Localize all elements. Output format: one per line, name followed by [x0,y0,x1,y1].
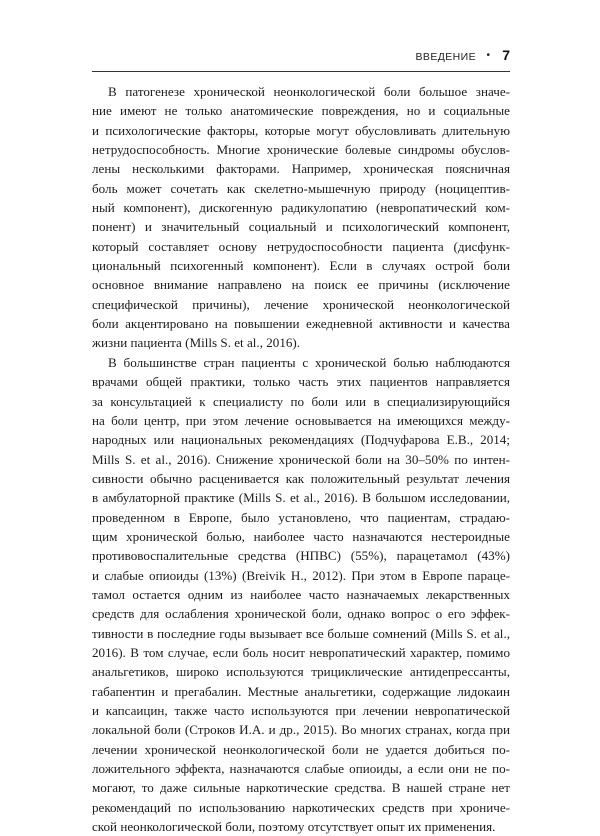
text-line: который составляет основу нетрудоспособности пациента (дисфунк- [92,238,510,254]
text-line: локальной боли (Строков И.А. и др., 2015). Во многих странах, когда при [92,722,510,738]
text-line: В большинстве стран пациенты с хронической болью наблюдаются [108,354,510,370]
header-rule [92,71,510,72]
text-line: ние имеют не только анатомические повреждения, но и социальные [92,103,510,119]
text-line: специфической причины), лечение хронической неонкологической [92,296,510,312]
text-line: Mills S. et al., 2016). Снижение хронической боли на 30–50% по интен- [92,451,510,467]
text-line: жизни пациента (Mills S. et al., 2016). [92,335,301,351]
paragraph-2 [92,353,510,836]
text-line: понент) и значительный социальный и психологический компонент, [92,219,510,235]
text-line: нетрудоспособность. Многие хронические болевые синдромы обуслов- [92,142,510,158]
text-line: тивности в последние годы вызывает все больше сомнений (Mills S. et al., [92,625,510,641]
text-line: в амбулаторной практике (Mills S. et al., 2016). В большом исследовании, [92,490,510,506]
text-line: щим хронической болью, наиболее часто назначаются нестероидные [92,528,510,544]
text-line: 2016). В том случае, если боль носит невропатический характер, помимо [92,644,510,660]
text-line: и слабые опиоиды (13%) (Breivik H., 2012). При этом в Европе парацe- [92,567,510,583]
text-line: основное внимание направлено на поиск ее причины (исключение [92,277,510,293]
text-line: и психологические факторы, которые могут обусловливать длительную [92,122,510,138]
text-line: боль может сочетать как скелетно-мышечную природу (ноцицептив- [92,180,510,196]
text-line: ложительного эффекта, назначаются слабые опиоиды, а если они не по- [92,761,510,777]
text-line: циональный психогенный компонент). Если в случаях острой боли [92,258,510,274]
text-line: габапентин и прегабалин. Местные анальгетики, содержащие лидокаин [92,683,510,699]
paragraph-1 [92,82,510,353]
text-line: анальгетиков, широко используются трициклические антидепрессанты, [92,664,510,680]
text-line: лены несколькими факторами. Например, хроническая поясничная [92,161,510,177]
body-text [92,82,510,836]
text-line: рекомендаций по использованию наркотических средств при хрониче- [92,799,510,815]
text-line: врачами общей практики, только часть этих пациентов направляется [92,374,510,390]
page-number: 7 [502,47,510,63]
text-line: боли акцентировано на повышении ежедневной активности и качества [92,316,510,332]
text-line: средств для ослабления хронической боли, однако вопрос о его эффек- [92,606,510,622]
running-head-bullet: • [486,50,490,61]
text-line: за консультацией к специалисту по боли или в специализирующийся [92,393,510,409]
running-head [92,47,510,69]
text-line: и капсаицин, также часто используются при лечении невропатической [92,703,510,718]
text-line: лечении хронической неонкологической боли не удается добиться по- [92,741,510,757]
text-line: народных или национальных рекомендациях (Подчуфарова Е.В., 2014; [92,432,510,448]
text-line: проведенном в Европе, было установлено, что пациентам, страдаю- [92,509,510,525]
text-line: сивности обычно расценивается как положительный результат лечения [92,470,510,486]
text-line: ской неонкологической боли, поэтому отсутствует опыт их применения. [92,819,496,835]
text-line: В патогенезе хронической неонкологической боли большое значе- [108,84,510,99]
text-line: тамол остается одним из наиболее часто назначаемых лекарственных [92,586,510,602]
text-line: на боли центр, при этом лечение основывается на имеющихся между- [92,412,510,428]
running-head-section-title: ВВЕДЕНИЕ [415,51,476,63]
text-line: ный компонент), дискогенную радикулопатию (невропатический ком- [92,200,510,216]
text-line: могают, то даже сильные наркотические средства. В нашей стране нет [92,780,510,796]
text-line: противовоспалительные средства (НПВС) (55%), парацетамол (43%) [92,548,510,564]
